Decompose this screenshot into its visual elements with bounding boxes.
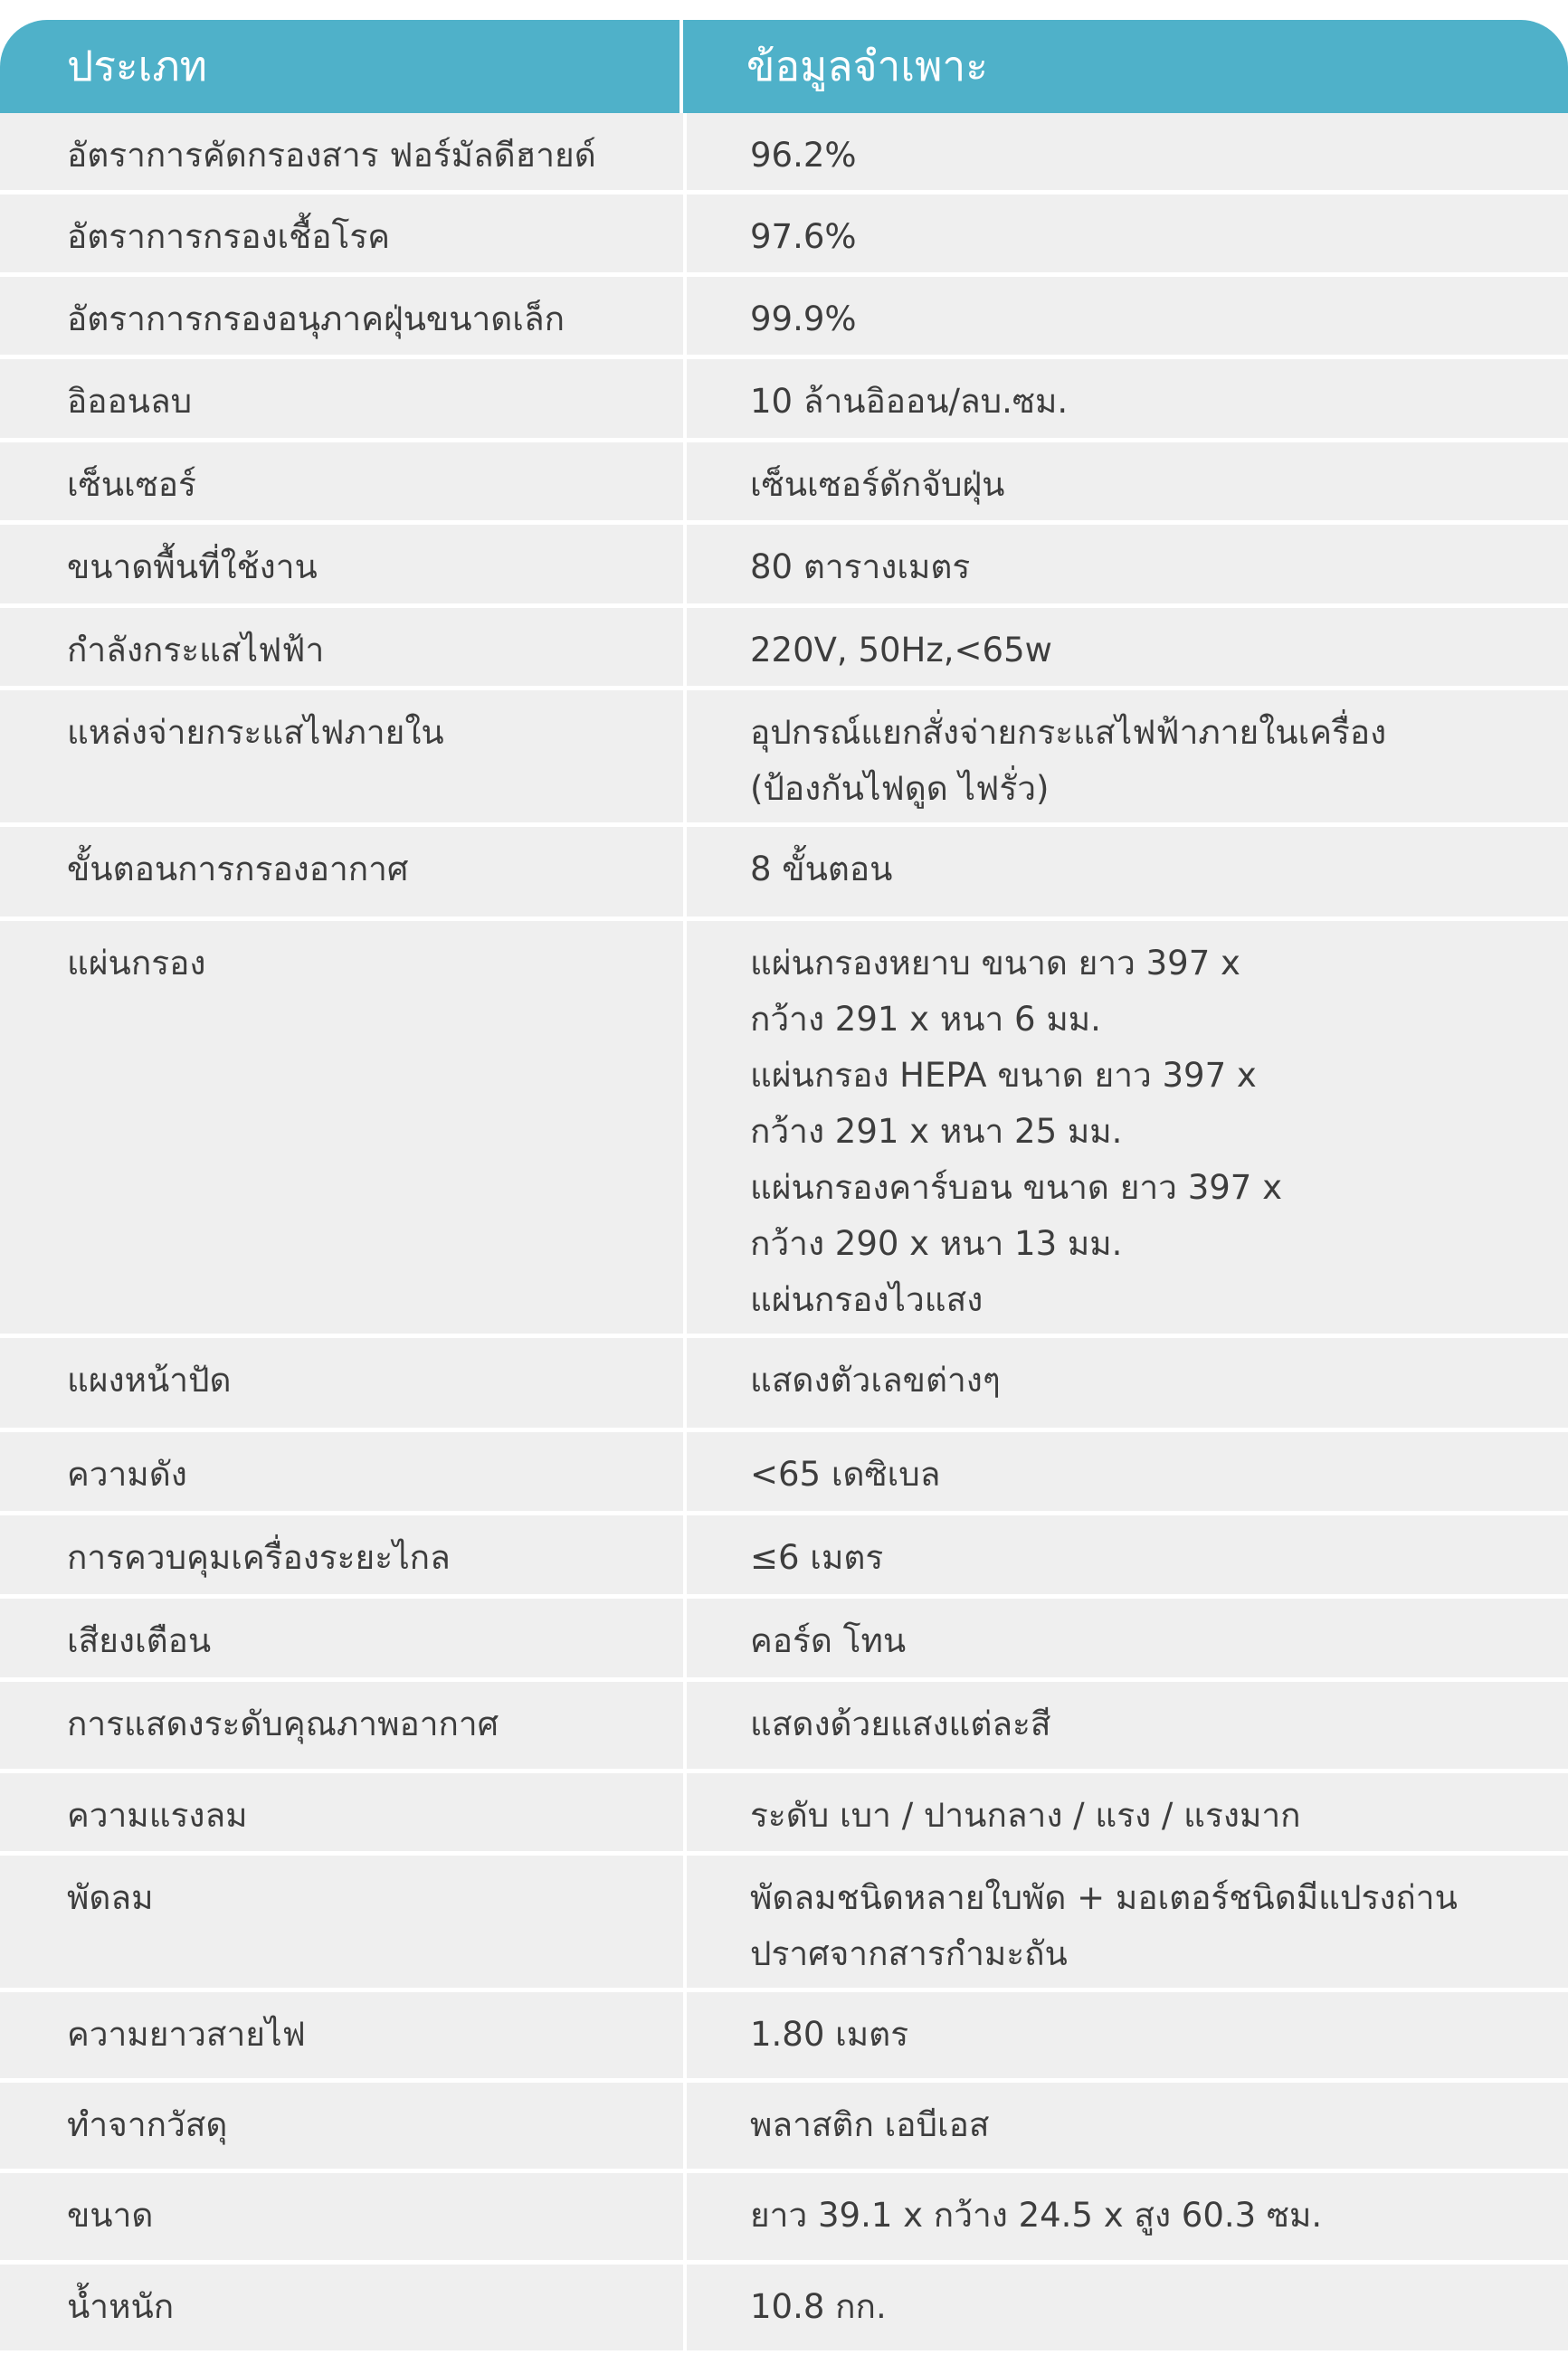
spec-label: ความยาวสายไฟ [0,1992,683,2083]
spec-value-line: 96.2% [750,136,857,175]
spec-label: ทำจากวัสดุ [0,2083,683,2173]
spec-value-line: ยาว 39.1 x กว้าง 24.5 x สูง 60.3 ซม. [750,2196,1323,2235]
spec-value [683,1432,1568,1515]
spec-value-line: พลาสติก เอบีเอส [750,2105,990,2144]
header-spec: ข้อมูลจำเพาะ [683,20,1568,113]
spec-row [0,690,1568,827]
spec-row [0,1992,1568,2083]
spec-row [0,2265,1568,2355]
spec-value-line: 10.8 กก. [750,2287,887,2326]
spec-row [0,113,1568,195]
spec-value [683,2083,1568,2173]
spec-value-line: แสดงตัวเลขต่างๆ [750,1361,1001,1400]
spec-value [683,442,1568,525]
spec-value [683,1682,1568,1773]
header-category: ประเภท [0,20,683,113]
spec-value [683,1773,1568,1856]
spec-value-line: ระดับ เบา / ปานกลาง / แรง / แรงมาก [750,1796,1301,1835]
spec-row [0,277,1568,359]
spec-label: การแสดงระดับคุณภาพอากาศ [0,1682,683,1773]
spec-value [683,1992,1568,2083]
spec-label: เสียงเตือน [0,1599,683,1682]
spec-value-line: แผ่นกรองไวแสง [750,1280,984,1319]
spec-value [683,1338,1568,1432]
spec-value-line: ≤6 เมตร [750,1538,884,1577]
spec-label: อิออนลบ [0,359,683,442]
spec-row [0,1682,1568,1773]
spec-label: กำลังกระแสไฟฟ้า [0,608,683,690]
spec-value [683,277,1568,359]
spec-value-line: 1.80 เมตร [750,2015,909,2054]
spec-label: ความแรงลม [0,1773,683,1856]
spec-label: อัตราการคัดกรองสาร ฟอร์มัลดีฮายด์ [0,113,683,195]
spec-value [683,1515,1568,1599]
spec-row [0,1773,1568,1856]
spec-value-line: อุปกรณ์แยกสั่งจ่ายกระแสไฟฟ้าภายในเครื่อง [750,713,1387,752]
spec-value-line: แผ่นกรองคาร์บอน ขนาด ยาว 397 x [750,1168,1282,1207]
spec-label: ขนาดพื้นที่ใช้งาน [0,525,683,608]
spec-value-line: 99.9% [750,299,857,338]
spec-row [0,1432,1568,1515]
spec-label: เซ็นเซอร์ [0,442,683,525]
spec-label: ขนาด [0,2173,683,2265]
spec-value-line: กว้าง 290 x หนา 13 มม. [750,1224,1123,1263]
spec-label: ความดัง [0,1432,683,1515]
spec-value-line: ปราศจากสารกำมะถัน [750,1934,1068,1973]
spec-value [683,1856,1568,1992]
spec-row [0,525,1568,608]
spec-value-line: กว้าง 291 x หนา 25 มม. [750,1112,1123,1151]
header-row [0,20,1568,113]
spec-row [0,1856,1568,1992]
spec-label: แผงหน้าปัด [0,1338,683,1432]
spec-value-line: แผ่นกรอง HEPA ขนาด ยาว 397 x [750,1056,1257,1095]
spec-table [0,20,1568,2355]
spec-row [0,827,1568,921]
spec-label: การควบคุมเครื่องระยะไกล [0,1515,683,1599]
spec-value-line: (ป้องกันไฟดูด ไฟรั่ว) [750,769,1050,808]
spec-value-line: กว้าง 291 x หนา 6 มม. [750,1000,1101,1039]
spec-value [683,827,1568,921]
spec-label: พัดลม [0,1856,683,1992]
spec-label: อัตราการกรองเชื้อโรค [0,195,683,277]
spec-row [0,442,1568,525]
spec-value-line: <65 เดซิเบล [750,1455,941,1494]
spec-row [0,2173,1568,2265]
spec-value-line: เซ็นเซอร์ดักจับฝุ่น [750,465,1005,504]
spec-row [0,195,1568,277]
spec-row [0,2083,1568,2173]
spec-label: แผ่นกรอง [0,921,683,1338]
spec-label: อัตราการกรองอนุภาคฝุ่นขนาดเล็ก [0,277,683,359]
spec-value [683,921,1568,1338]
spec-value [683,2265,1568,2355]
spec-body [0,113,1568,2355]
spec-value-line: 8 ขั้นตอน [750,850,893,888]
spec-value [683,690,1568,827]
spec-value [683,525,1568,608]
spec-value-line: แสดงด้วยแสงแต่ละสี [750,1705,1051,1743]
spec-value [683,113,1568,195]
spec-row [0,1515,1568,1599]
spec-label: น้ำหนัก [0,2265,683,2355]
spec-value [683,1599,1568,1682]
spec-row [0,921,1568,1338]
spec-row [0,608,1568,690]
spec-row [0,359,1568,442]
spec-value-line: คอร์ด โทน [750,1621,907,1660]
spec-value-line: 220V, 50Hz,<65w [750,631,1052,669]
spec-row [0,1599,1568,1682]
spec-value [683,195,1568,277]
spec-value-line: แผ่นกรองหยาบ ขนาด ยาว 397 x [750,944,1240,983]
spec-label: ขั้นตอนการกรองอากาศ [0,827,683,921]
spec-label: แหล่งจ่ายกระแสไฟภายใน [0,690,683,827]
spec-value-line: 10 ล้านอิออน/ลบ.ซม. [750,382,1069,421]
spec-value-line: 97.6% [750,217,857,256]
spec-value [683,2173,1568,2265]
spec-value-line: 80 ตารางเมตร [750,547,971,586]
spec-row [0,1338,1568,1432]
spec-value [683,608,1568,690]
spec-value [683,359,1568,442]
spec-value-line: พัดลมชนิดหลายใบพัด + มอเตอร์ชนิดมีแปรงถ่าน [750,1878,1458,1917]
